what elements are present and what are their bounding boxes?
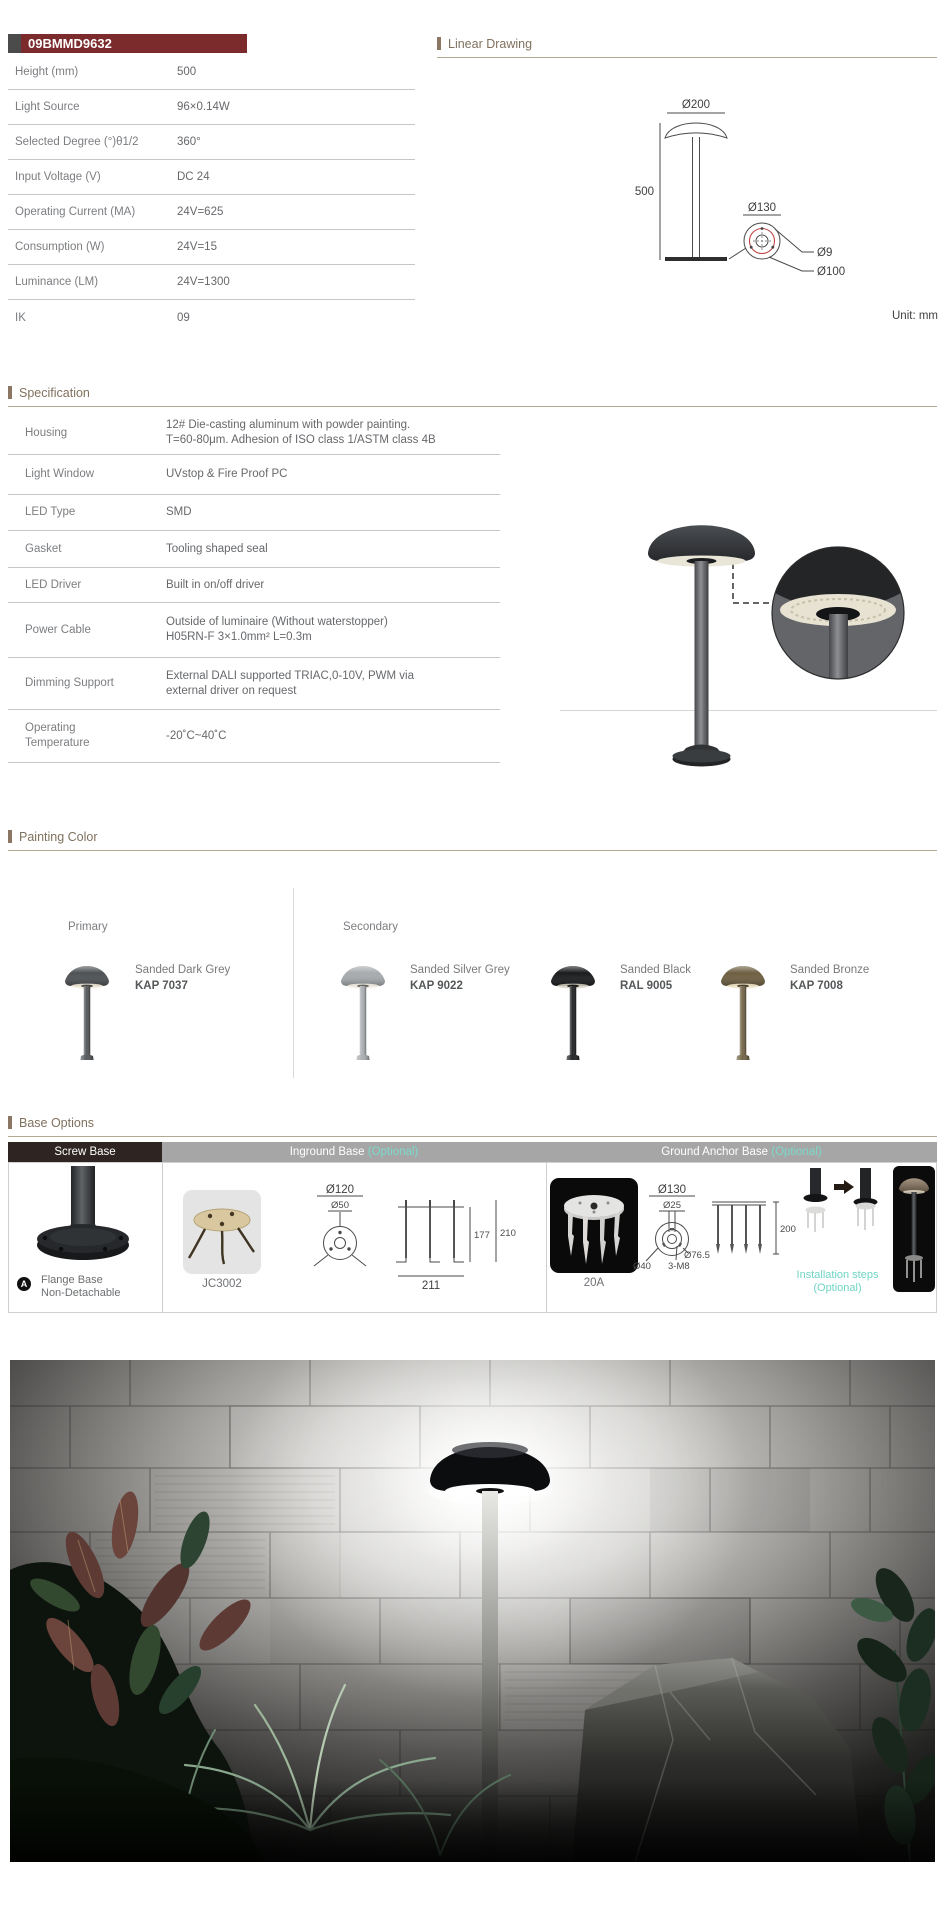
section-title: Linear Drawing [448, 37, 533, 51]
table-row [8, 455, 500, 495]
spec-value: 24V=1300 [177, 276, 230, 288]
dim-cap-diameter: Ø200 [681, 99, 711, 111]
spec-value: Built in on/off driver [166, 578, 265, 591]
column-header-screw-base: Screw Base [8, 1142, 162, 1162]
spec-label: Dimming Support [25, 677, 114, 690]
dim-label: Ø40 [633, 1261, 651, 1272]
table-row [8, 658, 500, 710]
spec-label: LED Driver [25, 578, 82, 591]
inground-side-view-drawing [394, 1192, 526, 1292]
color-code: KAP 7008 [790, 980, 843, 992]
dim-label: 200 [780, 1224, 796, 1235]
installation-steps-figure [798, 1168, 886, 1260]
optional-tag: (Optional) [771, 1146, 822, 1158]
table-row [8, 125, 415, 160]
spec-label: Consumption (W) [15, 241, 105, 253]
spec-label: Input Voltage (V) [15, 171, 101, 183]
ground-anchor-photo [550, 1178, 638, 1273]
cell-divider [546, 1162, 547, 1313]
dim-hole-diameter: Ø9 [817, 247, 833, 259]
dim-label: Ø50 [331, 1200, 349, 1211]
table-row [8, 412, 500, 455]
dim-label: Ø120 [325, 1184, 355, 1196]
table-row [8, 603, 500, 658]
color-name: Sanded Dark Grey [135, 964, 231, 976]
color-name: Sanded Silver Grey [410, 964, 510, 976]
section-accent-bar [8, 830, 12, 843]
spec-label: Light Source [15, 101, 80, 113]
product-render [628, 498, 940, 798]
spec-value: SMD [166, 506, 192, 519]
section-specification [8, 386, 937, 407]
section-title: Specification [19, 386, 90, 400]
spec-value: 500 [177, 66, 197, 78]
section-title: Painting Color [19, 830, 98, 844]
spec-label: Operating Current (MA) [15, 206, 136, 218]
application-photo-scene [10, 1360, 935, 1862]
spec-value: UVstop & Fire Proof PC [166, 468, 288, 481]
anchor-top-view-drawing [626, 1182, 718, 1277]
dim-label: 211 [421, 1280, 441, 1292]
table-row [8, 300, 415, 335]
application-photo [10, 1360, 935, 1862]
linear-drawing-figure [540, 78, 940, 328]
color-code: RAL 9005 [620, 980, 673, 992]
color-name: Sanded Bronze [790, 964, 870, 976]
dim-label: 177 [474, 1230, 490, 1241]
optional-tag: (Optional) [367, 1146, 419, 1158]
arrow-icon [834, 1180, 854, 1194]
spec-value: -20˚C~40˚C [166, 729, 227, 742]
spec-value: External DALI supported TRIAC,0-10V, PWM via external driver on request [166, 669, 414, 697]
color-swatch-dark-grey [62, 956, 112, 1062]
dim-bolt-circle: Ø100 [817, 266, 846, 278]
spec-value: 12# Die-casting aluminum with powder painting. T=60-80μm. Adhesion of ISO class 1/ASTM class 4B [166, 419, 436, 446]
spec-value: DC 24 [177, 171, 210, 183]
table-row [8, 265, 415, 300]
section-accent-bar [8, 386, 12, 399]
spec-value: 360° [177, 136, 201, 148]
flange-base-photo [28, 1166, 138, 1270]
spec-label: Selected Degree (°)θ1/2 [15, 136, 139, 148]
dim-label: Ø76.5 [684, 1250, 710, 1261]
column-header-inground-base: Inground Base (Optional) [162, 1142, 546, 1162]
color-swatch-silver-grey [338, 956, 388, 1062]
spec-value: 24V=15 [177, 241, 217, 253]
quick-specs-table [8, 55, 415, 335]
anchor-side-view-drawing [710, 1192, 800, 1270]
model-header [8, 34, 247, 53]
inground-base-photo [183, 1190, 261, 1274]
dim-label: 3-M8 [668, 1261, 690, 1272]
anchor-installed-photo [893, 1166, 935, 1292]
spec-label: Height (mm) [15, 66, 79, 78]
section-accent-bar [437, 37, 441, 50]
specification-table [8, 412, 500, 763]
cell-divider [162, 1162, 163, 1313]
table-row [8, 230, 415, 265]
table-row [8, 531, 500, 568]
spec-label: LED Type [25, 506, 76, 519]
color-code: KAP 9022 [410, 980, 463, 992]
spec-value: 24V=625 [177, 206, 224, 218]
dim-height: 500 [634, 186, 654, 198]
color-swatch-bronze [718, 956, 768, 1062]
marker-a-badge: A [17, 1277, 31, 1291]
primary-label: Primary [68, 921, 108, 933]
dim-plate-diameter: Ø130 [747, 202, 777, 214]
table-row [8, 195, 415, 230]
spec-label: Gasket [25, 542, 62, 555]
secondary-label: Secondary [343, 921, 398, 933]
model-header-accent [8, 34, 21, 53]
inground-top-view-drawing [300, 1182, 380, 1282]
color-swatch-black [548, 956, 598, 1062]
unit-note: Unit: mm [892, 310, 938, 322]
spec-value: Tooling shaped seal [166, 542, 268, 555]
table-row [8, 495, 500, 531]
color-name: Sanded Black [620, 964, 691, 976]
color-code: KAP 7037 [135, 980, 188, 992]
spec-label: Housing [25, 426, 68, 439]
section-linear-drawing [437, 37, 937, 58]
table-row [8, 568, 500, 603]
table-row [8, 710, 500, 763]
spec-label: IK [15, 311, 26, 324]
dim-label: Ø130 [657, 1184, 687, 1196]
spec-label: Luminance (LM) [15, 276, 99, 288]
installation-steps-note: Installation steps (Optional) [796, 1269, 879, 1295]
model-number: 09BMMD9632 [21, 34, 247, 53]
anchor-model: 20A [583, 1277, 605, 1289]
spec-label: Operating Temperature [25, 722, 90, 749]
dim-label: Ø25 [663, 1200, 681, 1211]
column-divider [293, 888, 294, 1078]
spec-value: 09 [177, 311, 190, 324]
table-row [8, 90, 415, 125]
spec-label: Power Cable [25, 623, 91, 636]
spec-value: Outside of luminaire (Without waterstopper) H05RN-F 3×1.0mm² L=0.3m [166, 616, 388, 643]
section-title: Base Options [19, 1116, 95, 1130]
inground-model: JC3002 [202, 1278, 242, 1290]
flange-base-caption: Flange Base Non-Detachable [41, 1274, 121, 1299]
dim-label: 210 [500, 1228, 516, 1239]
section-accent-bar [8, 1116, 12, 1129]
spec-value: 96×0.14W [177, 101, 230, 113]
spec-label: Light Window [25, 468, 95, 481]
section-painting-color [8, 830, 937, 851]
section-base-options [8, 1116, 937, 1137]
table-row [8, 55, 415, 90]
column-header-ground-anchor-base: Ground Anchor Base (Optional) [546, 1142, 937, 1162]
table-row [8, 160, 415, 195]
